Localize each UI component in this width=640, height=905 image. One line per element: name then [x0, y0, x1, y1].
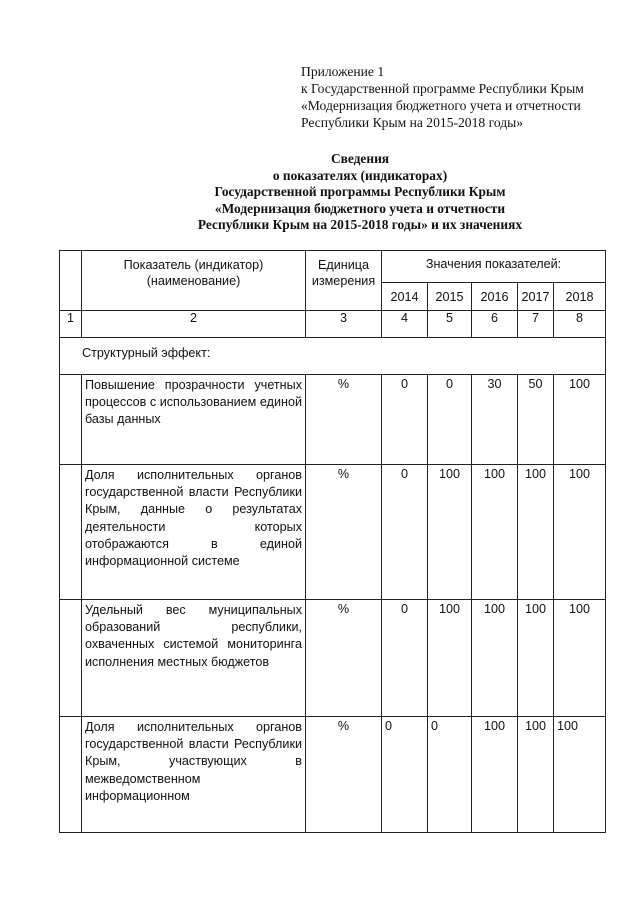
value-2016: 30 — [472, 375, 518, 465]
column-number: 5 — [428, 311, 472, 338]
header-unit: Единица измерения — [306, 251, 382, 311]
header-values: Значения показателей: — [382, 251, 606, 283]
section-title: Структурный эффект: — [60, 338, 606, 375]
indicator-name: Удельный вес муниципальных образований республики, охваченных системой мониторинга исполнения местных бюджетов — [82, 600, 306, 717]
indicator-unit: % — [306, 465, 382, 600]
header-number-cell — [60, 251, 82, 311]
column-number: 2 — [82, 311, 306, 338]
heading-line: Сведения — [330, 151, 390, 166]
row-number-cell — [60, 375, 82, 465]
value-2015: 0 — [428, 375, 472, 465]
value-2018: 100 — [554, 375, 606, 465]
heading-line: о показателях (индикаторах) — [272, 167, 448, 183]
appendix-note — [301, 63, 631, 131]
value-2017: 100 — [518, 717, 554, 833]
indicator-name: Доля исполнительных органов государственной власти Республики Крым, данные о результатах деятельности которых отображаются в единой информационной системе — [82, 465, 306, 600]
value-2016: 100 — [472, 600, 518, 717]
table-row — [60, 375, 606, 465]
column-numbers-row — [60, 311, 606, 338]
indicators-table — [59, 250, 606, 833]
indicator-unit: % — [306, 600, 382, 717]
value-2015: 100 — [428, 600, 472, 717]
value-2015: 100 — [428, 465, 472, 600]
value-2018: 100 — [554, 465, 606, 600]
heading-line: «Модернизация бюджетного учета и отчетности — [214, 200, 506, 216]
indicator-unit: % — [306, 717, 382, 833]
value-2018: 100 — [554, 717, 606, 833]
value-2017: 100 — [518, 600, 554, 717]
value-2015: 0 — [428, 717, 472, 833]
row-number-cell — [60, 465, 82, 600]
appendix-line: к Государственной программе Республики Крым — [301, 81, 584, 96]
header-row — [60, 251, 606, 283]
table-row — [60, 717, 606, 833]
value-2016: 100 — [472, 717, 518, 833]
column-number: 3 — [306, 311, 382, 338]
value-2014: 0 — [382, 375, 428, 465]
header-year: 2017 — [518, 283, 554, 311]
value-2014: 0 — [382, 717, 428, 833]
indicator-unit: % — [306, 375, 382, 465]
header-year: 2015 — [428, 283, 472, 311]
table-row — [60, 600, 606, 717]
indicator-name: Доля исполнительных органов государственной власти Республики Крым, участвующих в межведомственном информационном — [82, 717, 306, 833]
value-2018: 100 — [554, 600, 606, 717]
header-year: 2016 — [472, 283, 518, 311]
table-row — [60, 465, 606, 600]
column-number: 1 — [60, 311, 82, 338]
value-2014: 0 — [382, 600, 428, 717]
value-2017: 100 — [518, 465, 554, 600]
value-2016: 100 — [472, 465, 518, 600]
appendix-line: Приложение 1 — [301, 64, 385, 79]
section-row — [60, 338, 606, 375]
column-number: 8 — [554, 311, 606, 338]
row-number-cell — [60, 600, 82, 717]
header-year: 2018 — [554, 283, 606, 311]
document-heading — [150, 151, 570, 234]
row-number-cell — [60, 717, 82, 833]
value-2017: 50 — [518, 375, 554, 465]
column-number: 6 — [472, 311, 518, 338]
header-year: 2014 — [382, 283, 428, 311]
column-number: 4 — [382, 311, 428, 338]
appendix-line: «Модернизация бюджетного учета и отчетности — [301, 98, 581, 113]
heading-line: Государственной программы Республики Крым — [214, 184, 506, 200]
indicator-name: Повышение прозрачности учетных процессов с использованием единой базы данных — [82, 375, 306, 465]
appendix-line: Республики Крым на 2015-2018 годы» — [301, 115, 524, 130]
value-2014: 0 — [382, 465, 428, 600]
heading-line: Республики Крым на 2015-2018 годы» и их значениях — [197, 217, 523, 233]
column-number: 7 — [518, 311, 554, 338]
header-indicator: Показатель (индикатор) (наименование) — [82, 251, 306, 311]
